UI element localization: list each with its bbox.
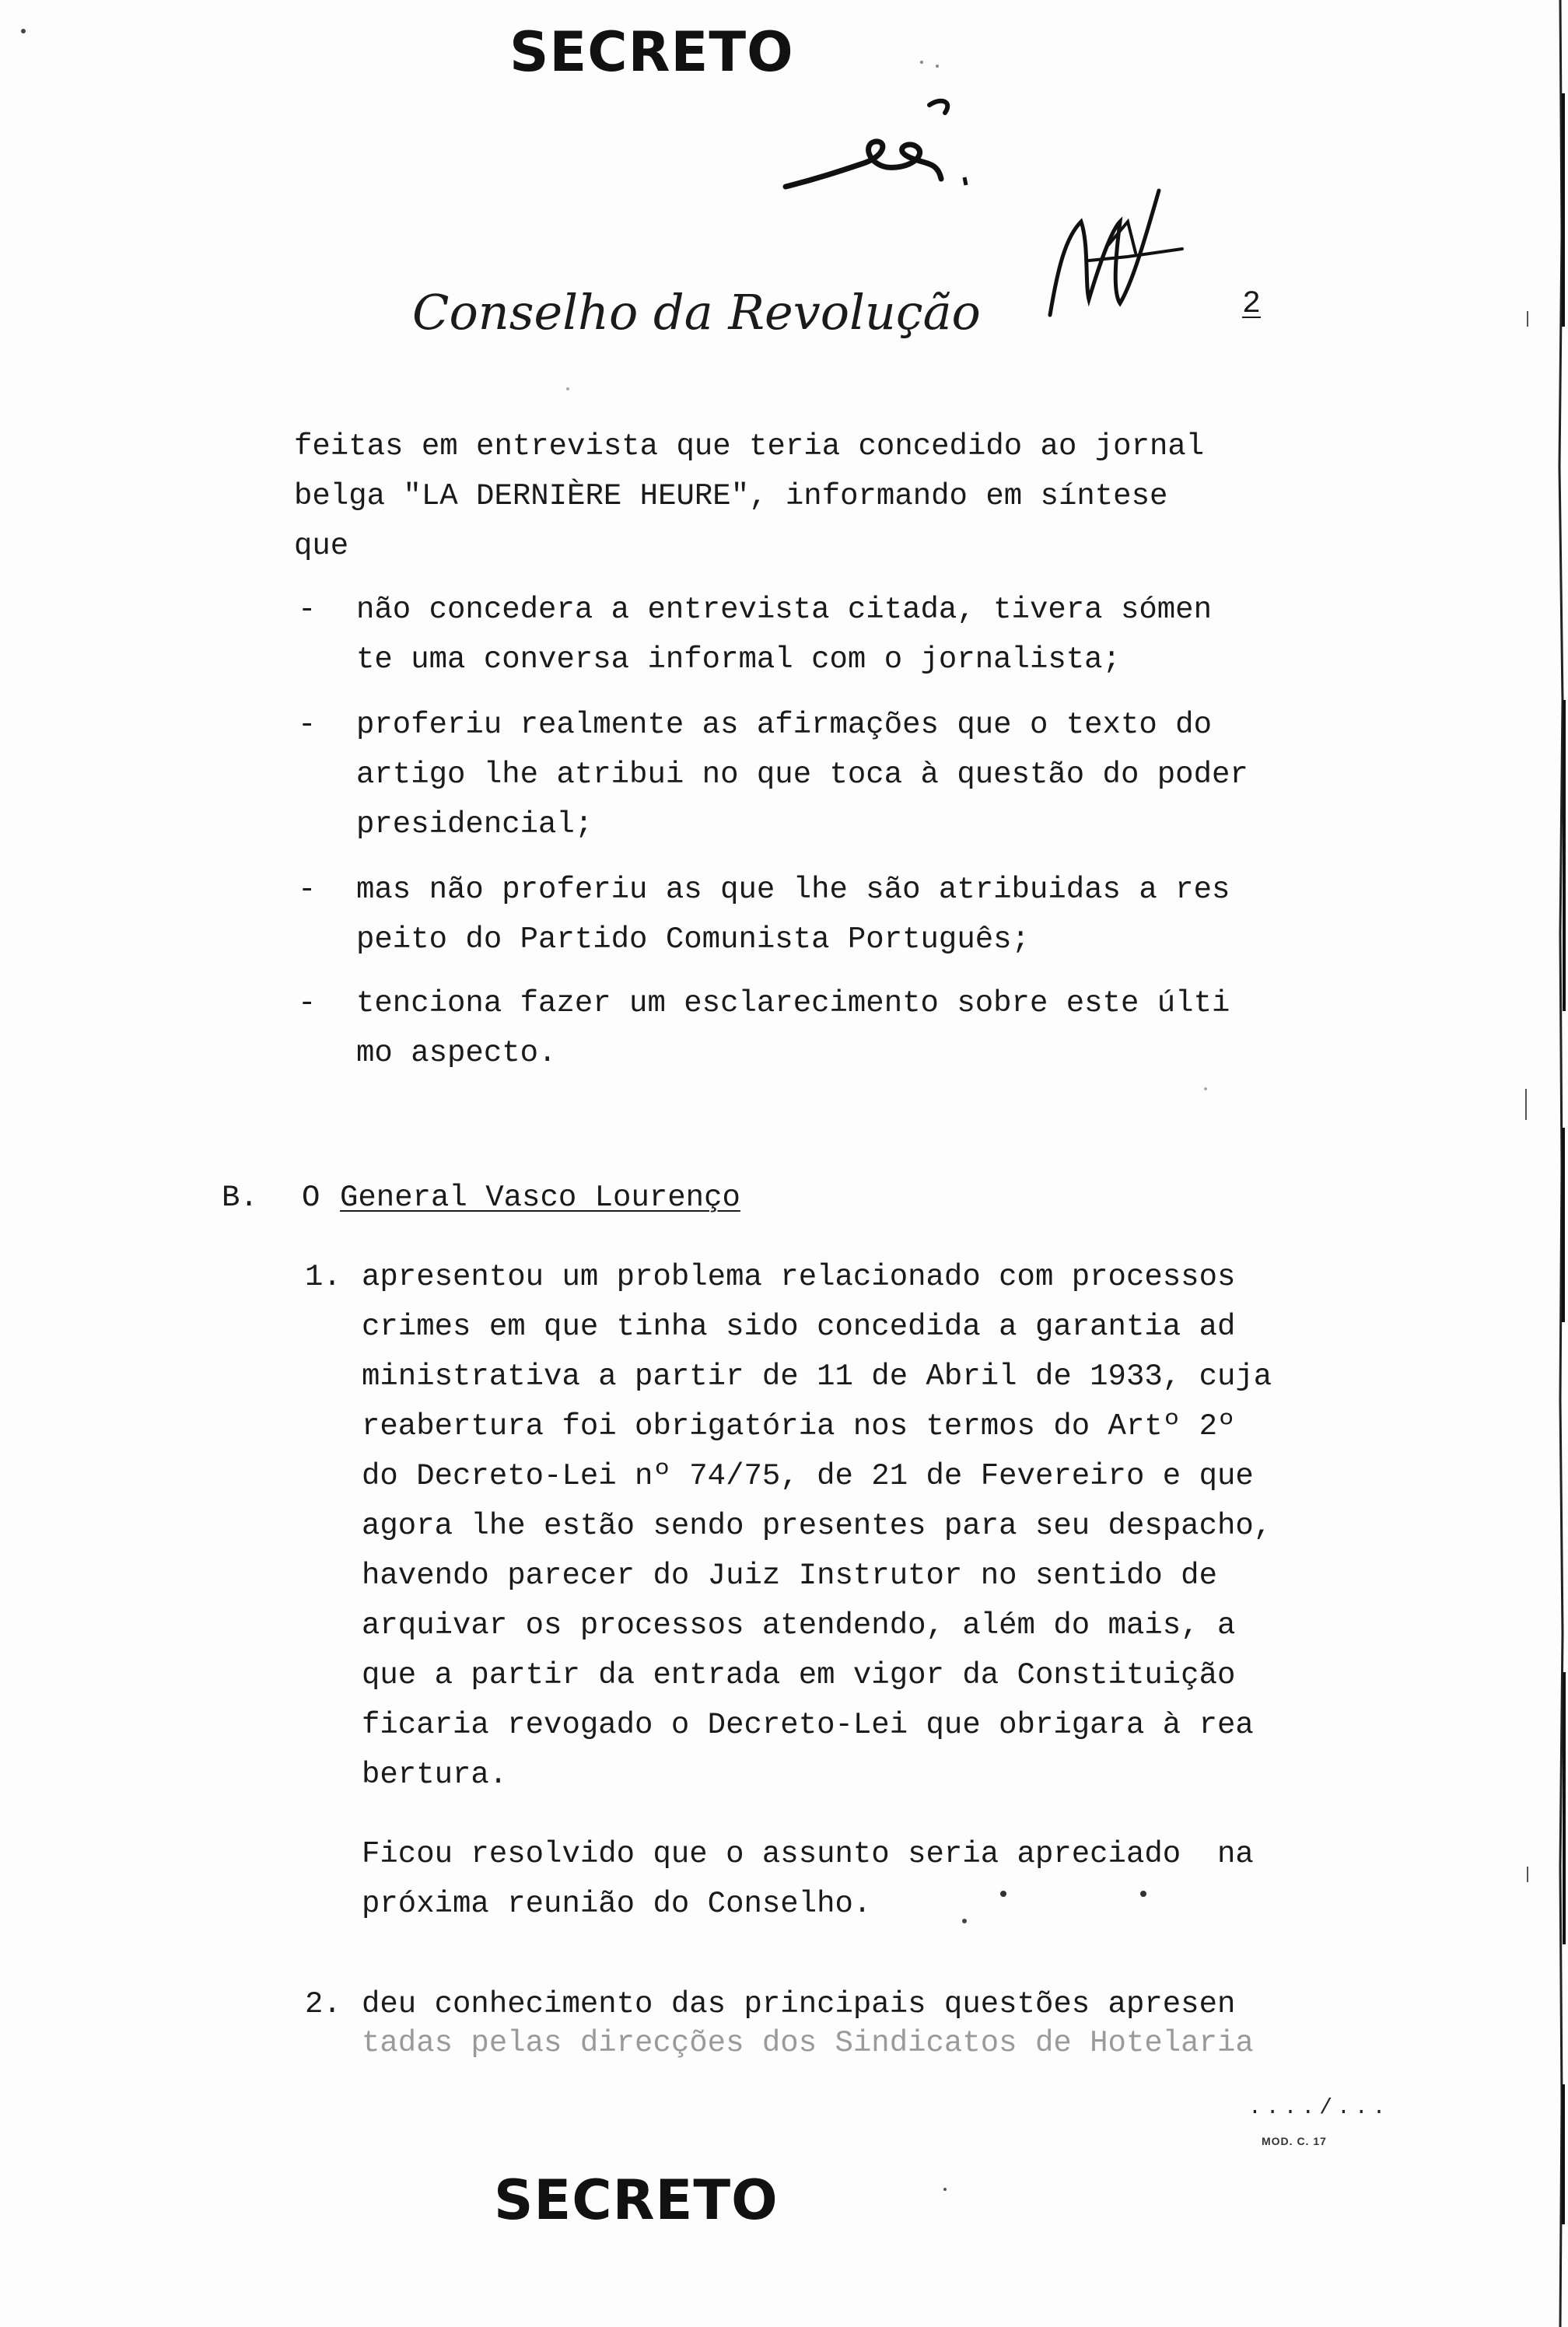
- item-1-line-4: reabertura foi obrigatória nos termos do Artº 2º: [362, 1409, 1236, 1443]
- item-1-line-7: havendo parecer do Juiz Instrutor no sentido de: [362, 1559, 1217, 1593]
- bullet-dash: -: [298, 593, 317, 627]
- item-1-line-2: crimes em que tinha sido concedida a garantia ad: [362, 1310, 1236, 1344]
- stamp-top: SECRETO: [509, 20, 794, 84]
- item-1-number: 1.: [305, 1260, 341, 1294]
- bullet-3-line-2: peito do Partido Comunista Português;: [356, 922, 1030, 957]
- bullet-2-line-3: presidencial;: [356, 807, 593, 842]
- item-1-line-1: apresentou um problema relacionado com processos: [362, 1260, 1236, 1294]
- bullet-dash: -: [298, 708, 317, 742]
- intro-line-3: que: [294, 529, 349, 563]
- section-b-heading: General Vasco Lourenço: [340, 1181, 740, 1215]
- bullet-4-line-1: tenciona fazer um esclarecimento sobre este últi: [356, 986, 1230, 1020]
- intro-line-2: belga "LA DERNIÈRE HEURE", informando em síntese: [294, 479, 1168, 513]
- item-1-line-11: bertura.: [362, 1758, 508, 1792]
- item-1-line-6: agora lhe estão sendo presentes para seu despacho,: [362, 1509, 1272, 1543]
- page-number: 2: [1242, 287, 1262, 322]
- stamp-bottom: SECRETO: [494, 2168, 779, 2232]
- item-2-line-1: deu conhecimento das principais questões apresen: [362, 1987, 1236, 2021]
- bullet-dash: -: [298, 986, 317, 1020]
- bullet-2-line-2: artigo lhe atribui no que toca à questão do poder: [356, 758, 1248, 792]
- item-1-line-3: ministrativa a partir de 11 de Abril de 1933, cuja: [362, 1359, 1272, 1394]
- form-code: MOD. C. 17: [1262, 2135, 1327, 2147]
- section-b-label: B.: [222, 1181, 258, 1215]
- item-1-line-8: arquivar os processos atendendo, além do mais, a: [362, 1608, 1236, 1643]
- bullet-dash: -: [298, 873, 317, 907]
- item-2-number: 2.: [305, 1987, 341, 2021]
- item-1-line-10: ficaria revogado o Decreto-Lei que obrigara à rea: [362, 1708, 1254, 1742]
- resolution-line-2: próxima reunião do Conselho.: [362, 1887, 872, 1921]
- section-b-prefix: O: [302, 1181, 338, 1215]
- item-2-line-2-cut-off: tadas pelas direcções dos Sindicatos de Hotelaria: [362, 2026, 1254, 2060]
- bullet-4-line-2: mo aspecto.: [356, 1036, 557, 1070]
- bullet-1-line-2: te uma conversa informal com o jornalista;: [356, 642, 1121, 677]
- letterhead-title: Conselho da Revolução: [412, 284, 981, 341]
- intro-line-1: feitas em entrevista que teria concedido ao jornal: [294, 429, 1205, 464]
- resolution-line-1: Ficou resolvido que o assunto seria apreciado na: [362, 1837, 1254, 1871]
- continuation-mark: ..../...: [1248, 2096, 1391, 2120]
- bullet-1-line-1: não concedera a entrevista citada, tivera sómen: [356, 593, 1212, 627]
- bullet-3-line-1: mas não proferiu as que lhe são atribuidas a res: [356, 873, 1230, 907]
- item-1-line-5: do Decreto-Lei nº 74/75, de 21 de Fevereiro e que: [362, 1459, 1254, 1493]
- bullet-2-line-1: proferiu realmente as afirmações que o texto do: [356, 708, 1212, 742]
- item-1-line-9: que a partir da entrada em vigor da Constituição: [362, 1658, 1236, 1692]
